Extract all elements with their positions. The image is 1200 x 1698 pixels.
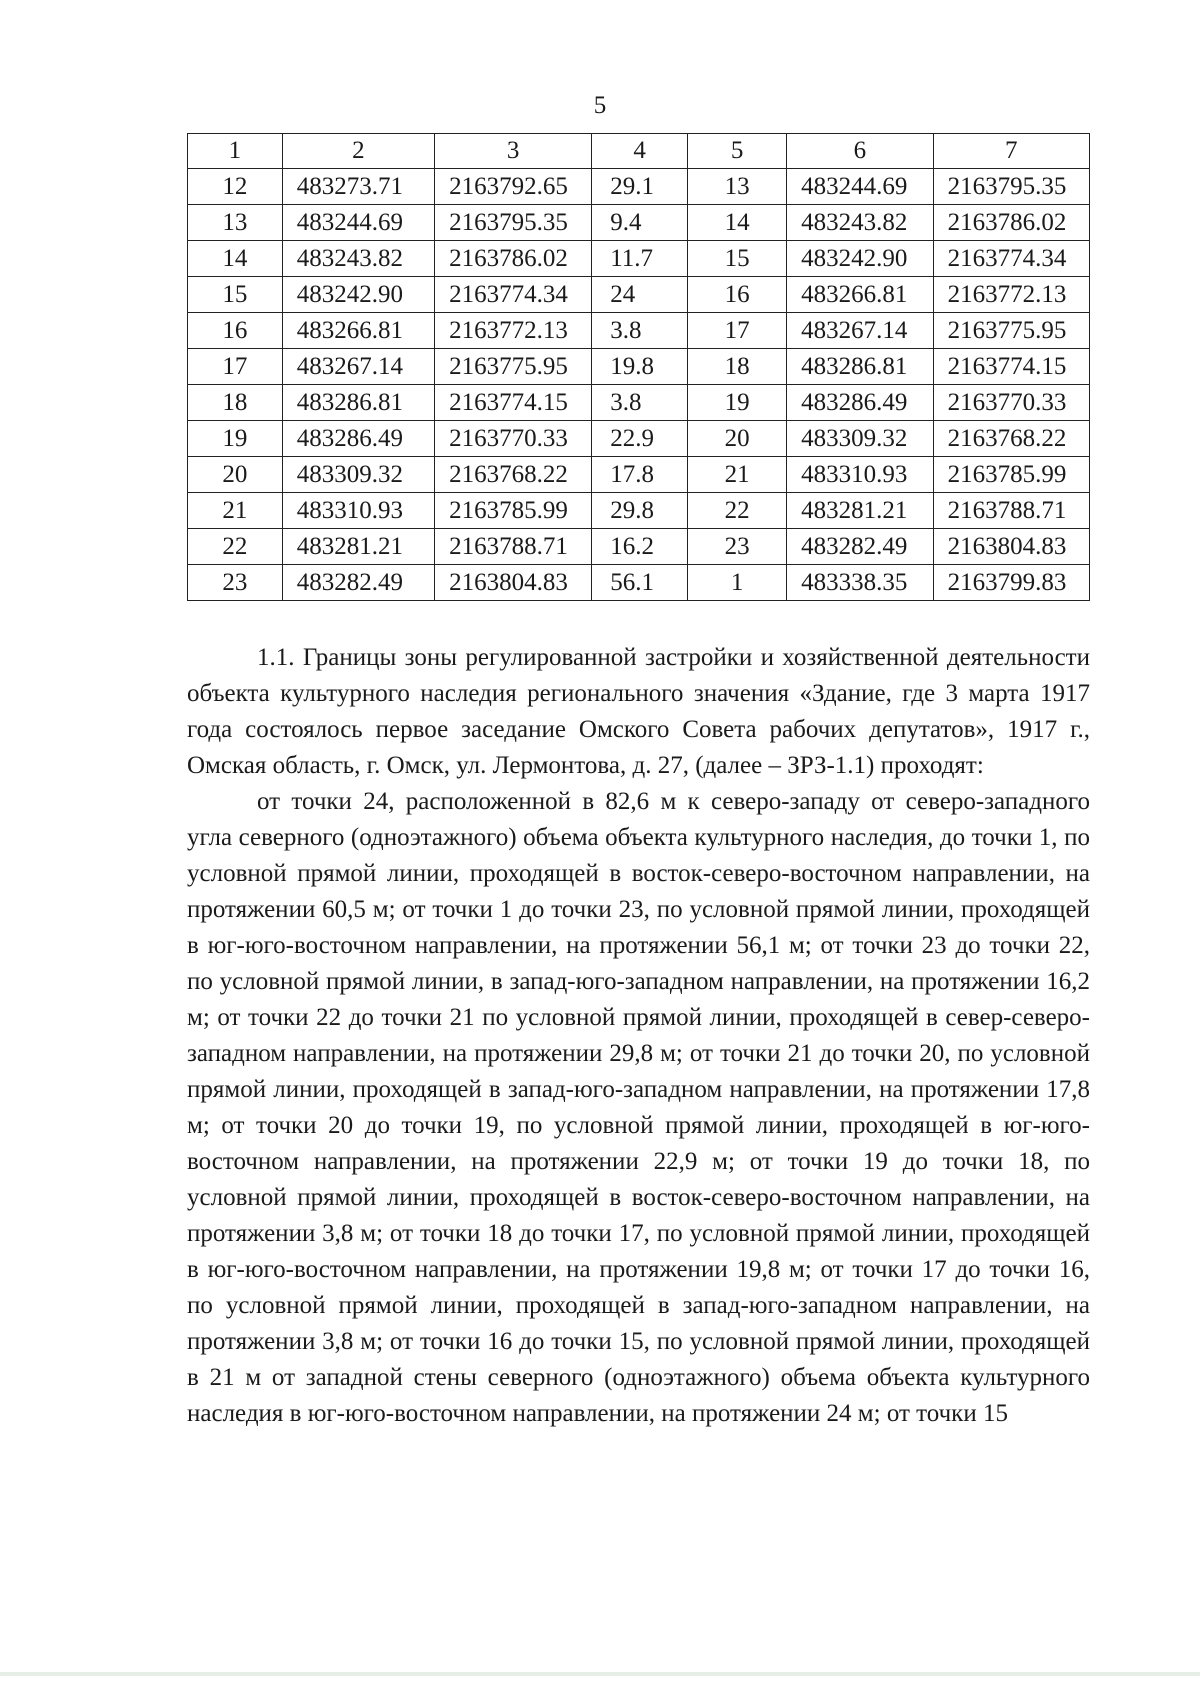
- table-cell-col-3: 2163792.65: [435, 169, 592, 205]
- table-cell-col-1: 14: [188, 241, 283, 277]
- table-cell-col-7: 2163795.35: [933, 169, 1089, 205]
- table-cell-col-7: 2163774.15: [933, 349, 1089, 385]
- table-row: [188, 241, 1090, 277]
- table-cell-col-6: 483281.21: [787, 493, 933, 529]
- table-row: [188, 313, 1090, 349]
- table-row: [188, 205, 1090, 241]
- table-cell-col-6: 483338.35: [787, 565, 933, 601]
- table-cell-col-1: 23: [188, 565, 283, 601]
- table-cell-col-5: 23: [687, 529, 786, 565]
- document-body: [187, 640, 1090, 1432]
- table-cell-col-2: 483267.14: [282, 349, 434, 385]
- page-number: 5: [593, 92, 607, 119]
- table-cell-col-4: 56.1: [592, 565, 688, 601]
- table-cell-col-2: 483286.81: [282, 385, 434, 421]
- table-cell-col-6: 483309.32: [787, 421, 933, 457]
- table-cell-col-5: 1: [687, 565, 786, 601]
- table-cell-col-5: 14: [687, 205, 786, 241]
- scan-edge-line: [0, 1672, 1200, 1676]
- table-cell-col-7: 2163785.99: [933, 457, 1089, 493]
- header-col-4: 4: [592, 134, 688, 169]
- paragraph-boundary-description: от точки 24, расположенной в 82,6 м к северо-западу от северо-западного угла северного (одноэтажного) объема объекта культурного наследия, до точки 1, по условной прямой линии, проходящей в восток-северо-восточном направлении, на протяжении 60,5 м; от точки 1 до точки 23, по условной прямой линии, проходящей в юг-юго-восточном направлении, на протяжении 56,1 м; от точки 23 до точки 22, по условной прямой линии, в запад-юго-западном направлении, на протяжении 16,2 м; от точки 22 до точки 21 по условной прямой линии, проходящей в север-северо-западном направлении, на протяжении 29,8 м; от точки 21 до точки 20, по условной прямой линии, проходящей в запад-юго-западном направлении, на протяжении 17,8 м; от точки 20 до точки 19, по условной прямой линии, проходящей в юг-юго-восточном направлении, на протяжении 22,9 м; от точки 19 до точки 18, по условной прямой линии, проходящей в восток-северо-восточном направлении, на протяжении 3,8 м; от точки 18 до точки 17, по условной прямой линии, проходящей в юг-юго-восточном направлении, на протяжении 19,8 м; от точки 17 до точки 16, по условной прямой линии, проходящей в запад-юго-западном направлении, на протяжении 3,8 м; от точки 16 до точки 15, по условной прямой линии, проходящей в 21 м от западной стены северного (одноэтажного) объема объекта культурного наследия в юг-юго-восточном направлении, на протяжении 24 м; от точки 15: [187, 788, 1090, 1427]
- table-cell-col-2: 483309.32: [282, 457, 434, 493]
- table-cell-col-7: 2163775.95: [933, 313, 1089, 349]
- table-cell-col-3: 2163785.99: [435, 493, 592, 529]
- table-cell-col-2: 483310.93: [282, 493, 434, 529]
- table-cell-col-6: 483282.49: [787, 529, 933, 565]
- table-row: [188, 421, 1090, 457]
- table-cell-col-7: 2163774.34: [933, 241, 1089, 277]
- table-cell-col-6: 483266.81: [787, 277, 933, 313]
- table-cell-col-2: 483286.49: [282, 421, 434, 457]
- table-cell-col-3: 2163774.15: [435, 385, 592, 421]
- table-cell-col-1: 19: [188, 421, 283, 457]
- table-cell-col-2: 483282.49: [282, 565, 434, 601]
- table-row: [188, 493, 1090, 529]
- table-cell-col-2: 483281.21: [282, 529, 434, 565]
- table-cell-col-1: 20: [188, 457, 283, 493]
- table-cell-col-7: 2163772.13: [933, 277, 1089, 313]
- table-cell-col-4: 9.4: [592, 205, 688, 241]
- table-cell-col-3: 2163788.71: [435, 529, 592, 565]
- table-cell-col-6: 483286.49: [787, 385, 933, 421]
- table-cell-col-1: 21: [188, 493, 283, 529]
- table-cell-col-1: 12: [188, 169, 283, 205]
- table-cell-col-3: 2163774.34: [435, 277, 592, 313]
- table-cell-col-5: 17: [687, 313, 786, 349]
- table-cell-col-6: 483310.93: [787, 457, 933, 493]
- table-cell-col-4: 16.2: [592, 529, 688, 565]
- table-cell-col-4: 11.7: [592, 241, 688, 277]
- table-cell-col-6: 483242.90: [787, 241, 933, 277]
- header-col-3: 3: [435, 134, 592, 169]
- table-cell-col-3: 2163772.13: [435, 313, 592, 349]
- table-cell-col-1: 16: [188, 313, 283, 349]
- table-body: [188, 169, 1090, 601]
- coordinates-table: [187, 133, 1090, 601]
- table-cell-col-1: 18: [188, 385, 283, 421]
- table-row: [188, 169, 1090, 205]
- table-cell-col-4: 22.9: [592, 421, 688, 457]
- table-cell-col-5: 15: [687, 241, 786, 277]
- table-cell-col-4: 3.8: [592, 385, 688, 421]
- table-header-row: [188, 134, 1090, 169]
- table-row: [188, 529, 1090, 565]
- table-row: [188, 457, 1090, 493]
- table-cell-col-7: 2163804.83: [933, 529, 1089, 565]
- table-cell-col-2: 483244.69: [282, 205, 434, 241]
- table-cell-col-4: 17.8: [592, 457, 688, 493]
- table-cell-col-6: 483286.81: [787, 349, 933, 385]
- table-cell-col-3: 2163795.35: [435, 205, 592, 241]
- paragraph-zone-boundaries-intro: 1.1. Границы зоны регулированной застройки и хозяйственной деятельности объекта культурного наследия регионального значения «Здание, где 3 марта 1917 года состоялось первое заседание Омского Совета рабочих депутатов», 1917 г., Омская область, г. Омск, ул. Лермонтова, д. 27, (далее – ЗРЗ-1.1) проходят:: [187, 644, 1090, 779]
- table-cell-col-3: 2163804.83: [435, 565, 592, 601]
- table-cell-col-3: 2163775.95: [435, 349, 592, 385]
- table-row: [188, 277, 1090, 313]
- table-cell-col-7: 2163799.83: [933, 565, 1089, 601]
- table-cell-col-4: 29.8: [592, 493, 688, 529]
- table-cell-col-5: 19: [687, 385, 786, 421]
- table-cell-col-3: 2163768.22: [435, 457, 592, 493]
- table-cell-col-6: 483267.14: [787, 313, 933, 349]
- table-cell-col-6: 483244.69: [787, 169, 933, 205]
- table-cell-col-5: 13: [687, 169, 786, 205]
- table-cell-col-1: 15: [188, 277, 283, 313]
- table-cell-col-4: 24: [592, 277, 688, 313]
- table-cell-col-7: 2163770.33: [933, 385, 1089, 421]
- table-cell-col-3: 2163786.02: [435, 241, 592, 277]
- table-cell-col-3: 2163770.33: [435, 421, 592, 457]
- table-cell-col-2: 483273.71: [282, 169, 434, 205]
- header-col-2: 2: [282, 134, 434, 169]
- table-cell-col-6: 483243.82: [787, 205, 933, 241]
- table-cell-col-7: 2163768.22: [933, 421, 1089, 457]
- table-row: [188, 385, 1090, 421]
- table-cell-col-4: 3.8: [592, 313, 688, 349]
- table-cell-col-7: 2163788.71: [933, 493, 1089, 529]
- table-cell-col-2: 483266.81: [282, 313, 434, 349]
- table-cell-col-5: 20: [687, 421, 786, 457]
- table-cell-col-7: 2163786.02: [933, 205, 1089, 241]
- table-cell-col-4: 29.1: [592, 169, 688, 205]
- table-cell-col-5: 16: [687, 277, 786, 313]
- header-col-1: 1: [188, 134, 283, 169]
- table-cell-col-5: 21: [687, 457, 786, 493]
- table-row: [188, 349, 1090, 385]
- table-cell-col-1: 17: [188, 349, 283, 385]
- header-col-7: 7: [933, 134, 1089, 169]
- table-cell-col-5: 18: [687, 349, 786, 385]
- table-cell-col-2: 483243.82: [282, 241, 434, 277]
- table-cell-col-1: 22: [188, 529, 283, 565]
- header-col-6: 6: [787, 134, 933, 169]
- header-col-5: 5: [687, 134, 786, 169]
- table-cell-col-2: 483242.90: [282, 277, 434, 313]
- table-row: [188, 565, 1090, 601]
- table-cell-col-1: 13: [188, 205, 283, 241]
- table-cell-col-4: 19.8: [592, 349, 688, 385]
- table-cell-col-5: 22: [687, 493, 786, 529]
